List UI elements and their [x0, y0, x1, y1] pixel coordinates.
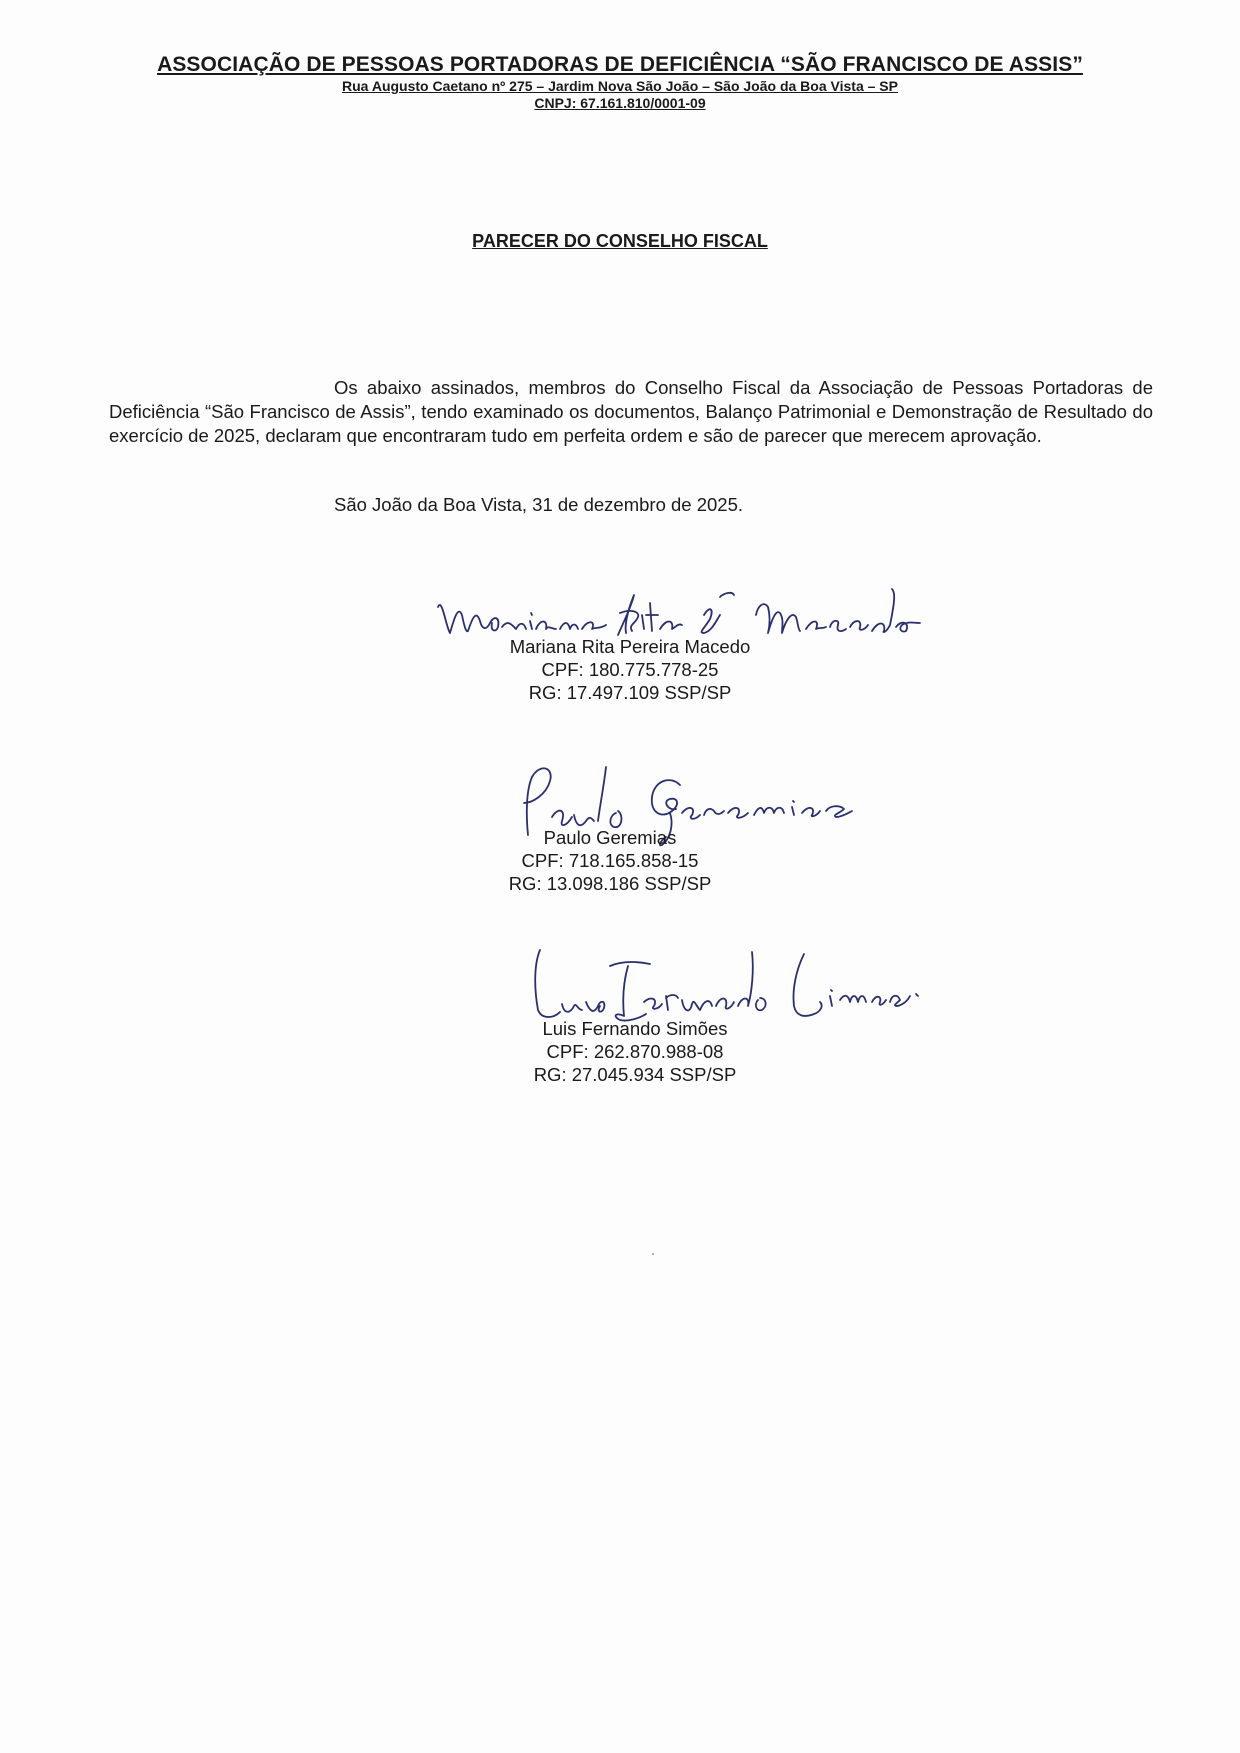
organization-cnpj: CNPJ: 67.161.810/0001-09 — [534, 95, 706, 111]
organization-name: ASSOCIAÇÃO DE PESSOAS PORTADORAS DE DEFICIÊNCIA “SÃO FRANCISCO DE ASSIS” — [157, 53, 1083, 76]
signer-block — [480, 635, 780, 704]
body-paragraph: Os abaixo assinados, membros do Conselho Fiscal da Associação de Pessoas Portadoras de Deficiência “São Francisco de Assis”, tendo examinado os documentos, Balanço Patrimonial e Demonstração de Resultado do exercício de 2025, declaram que encontraram tudo em perfeita ordem e são de parecer que merecem aprovação. — [109, 377, 1153, 446]
signer-rg: RG: 17.497.109 SSP/SP — [528, 682, 732, 703]
signer-name: Paulo Geremias — [543, 827, 677, 848]
date-line: São João da Boa Vista, 31 de dezembro de 2025. — [334, 494, 744, 515]
signer-block — [490, 1017, 780, 1086]
signer-cpf: CPF: 718.165.858-15 — [521, 850, 699, 871]
organization-address: Rua Augusto Caetano nº 275 – Jardim Nova São João – São João da Boa Vista – SP — [342, 78, 898, 94]
letterhead — [0, 52, 1240, 112]
signer-block — [480, 826, 740, 895]
signer-cpf: CPF: 180.775.778-25 — [541, 659, 719, 680]
signer-name: Mariana Rita Pereira Macedo — [509, 636, 751, 657]
document-title: PARECER DO CONSELHO FISCAL — [472, 231, 768, 251]
signer-name: Luis Fernando Simões — [542, 1018, 728, 1039]
signer-rg: RG: 13.098.186 SSP/SP — [508, 873, 712, 894]
speck-mark — [652, 1253, 654, 1255]
signer-cpf: CPF: 262.870.988-08 — [546, 1041, 724, 1062]
signer-rg: RG: 27.045.934 SSP/SP — [533, 1064, 737, 1085]
